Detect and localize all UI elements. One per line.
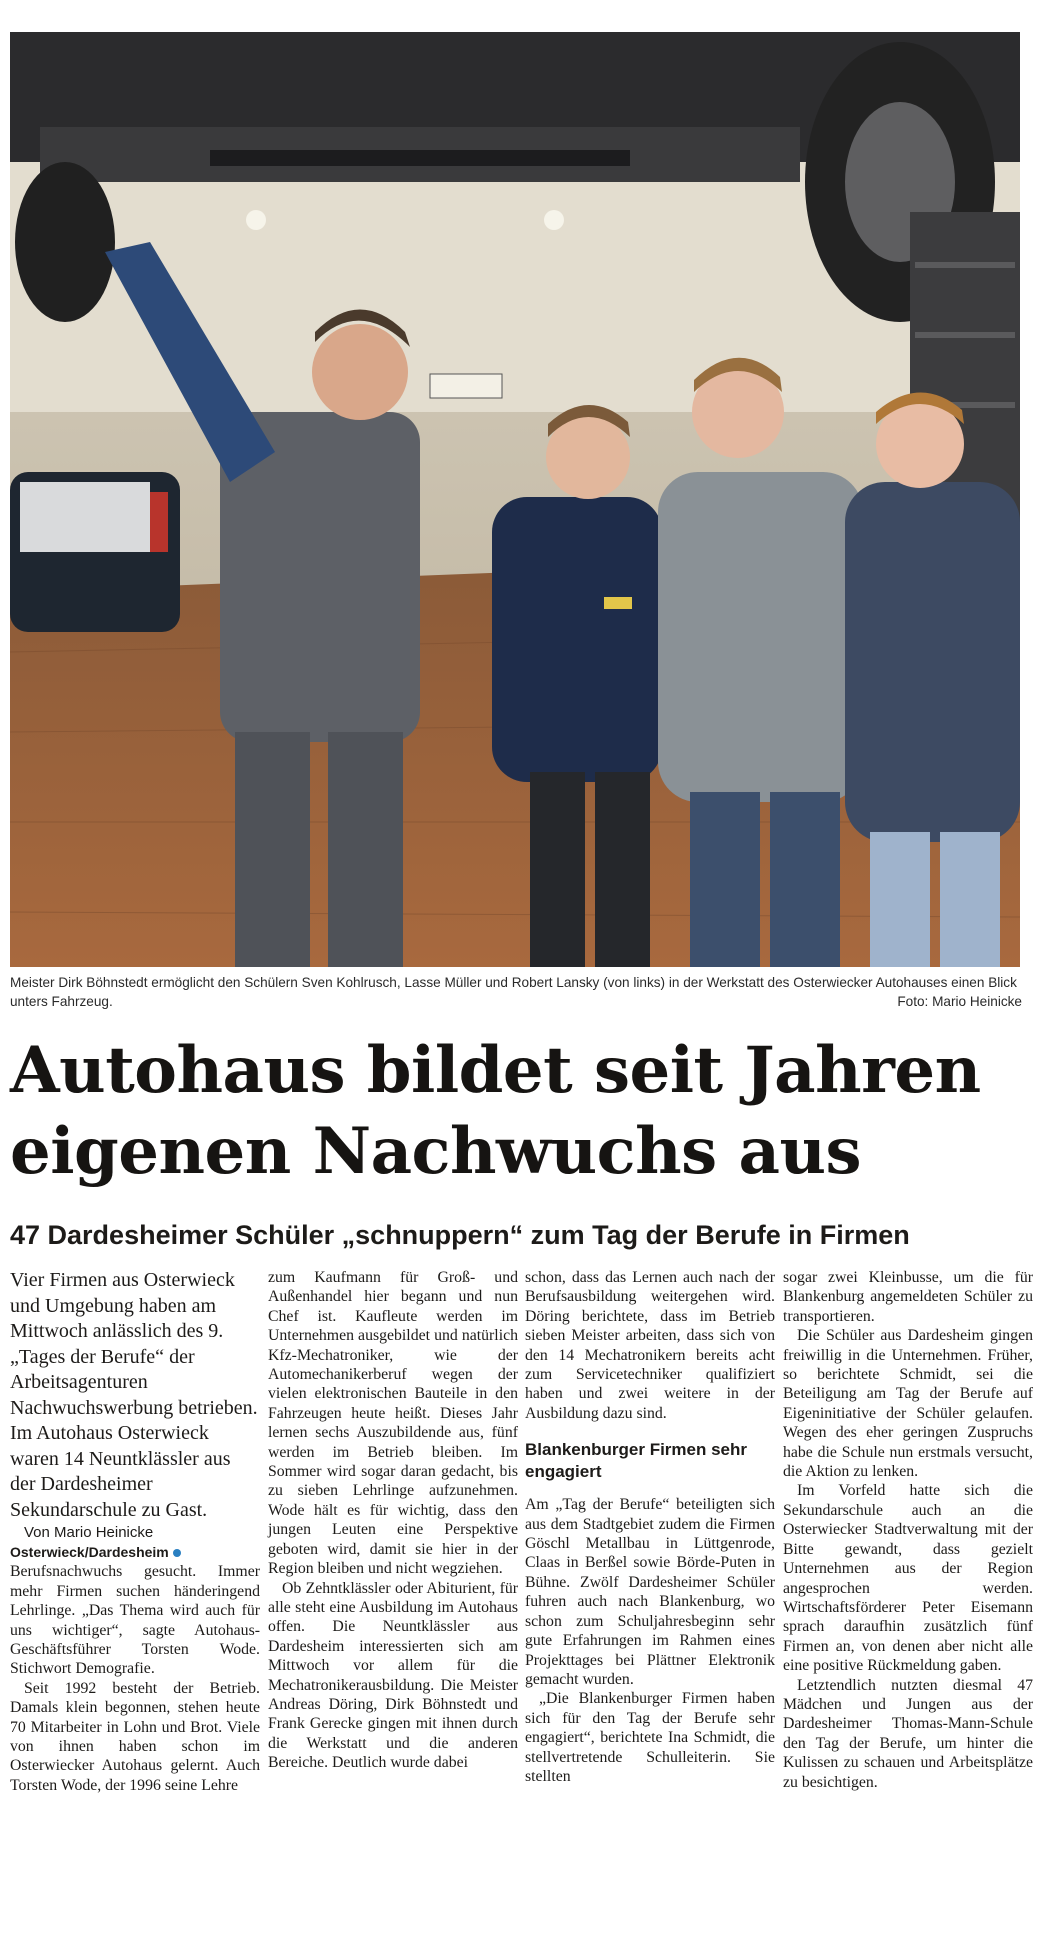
caption-text: Meister Dirk Böhnstedt ermöglicht den Schülern Sven Kohlrusch, Lasse Müller und Robert Lansky (von links) in der Werkstatt des Osterwiecker Autohauses einen Blick unters Fahrzeug. [10,975,1017,1009]
column-1 [10,1268,260,1795]
body-paragraph: „Die Blankenburger Firmen haben sich für den Tag der Berufe sehr engagiert“, berichtete Ina Schmidt, die stellvertretende Schulleiterin. Sie stellten [525,1690,775,1785]
body-paragraph [10,1543,260,1679]
headline [10,1030,1025,1192]
subheadline: 47 Dardesheimer Schüler „schnuppern“ zum Tag der Berufe in Firmen [10,1220,910,1250]
body-paragraph: Am „Tag der Berufe“ beteiligten sich aus dem Stadtgebiet zudem die Firmen Göschl Metallbau in Lüttgenrode, Claas in Berßel sowie Börde-Puten in Bühne. Zwölf Dardesheimer Schüler fuhren auch nach Blankenburg, wo schon zum Schuljahresbeginn sehr gute Erfahrungen im Rahmen eines Projekttages bei Plättner Elektronik gemacht wurden. [525,1496,775,1688]
body-paragraph: zum Kaufmann für Groß- und Außenhandel hier begann und nun Chef ist. Kaufleute werden im Unternehmen ausgebildet und natürlich Kfz-Mechatroniker, wie der Automechanikerberuf wegen der vielen elektronischen Bauteile in den Fahrzeugen heute heißt. Dieses Jahr lernen sechs Auszubildende aus, fünf werden im Betrieb bleiben. Im Sommer wird sogar daran gedacht, bis zu sieben Lehrlinge aufzunehmen. Wode hält es für wichtig, dass den jungen Leuten eine Perspektive geboten wird, damit sie hier in der Region bleiben und nicht wegziehen. [268,1269,518,1578]
body-paragraph: Letztendlich nutzten diesmal 47 Mädchen und Jungen aus der Dardesheimer Thomas-Mann-Schule den Tag der Berufe, um hinter die Kulissen zu schauen und Arbeitsplätze zu besichtigen. [783,1676,1033,1791]
workshop-photo-illustration [10,32,1020,967]
author-byline: Von Mario Heinicke [24,1524,154,1541]
column-2 [268,1268,518,1773]
headline-line-1: Autohaus bildet seit Jahren [10,1033,981,1108]
lead-paragraph: Vier Firmen aus Osterwieck und Umgebung haben am Mittwoch anlässlich des 9. „Tages der Berufe“ der Arbeitsagenturen Nachwuchswerbung betrieben. Im Autohaus Osterwieck waren 14 Neuntklässler aus der Dardesheimer Sekundarschule zu Gast. [10,1269,258,1521]
body-paragraph: Die Schüler aus Dardesheim gingen freiwillig in die Unternehmen. Früher, so berichtete Schmidt, sei die Beteiligung am Tag der Berufe auf Eigeninitiative der Schüler gelaufen. Wegen des eher geringen Zuspruchs habe die Schule nun erstmals versucht, die Aktion zu lenken. [783,1327,1033,1481]
photo-credit: Foto: Mario Heinicke [897,994,1022,1009]
headline-line-2: eigenen Nachwuchs aus [10,1114,861,1189]
body-paragraph: schon, dass das Lernen auch nach der Berufsausbildung weitergehen wird. Döring berichtete, dass im Betrieb sieben Meister arbeiten, dass sich von den 14 Mechatronikern bereits acht zum Servicetechniker qualifiziert haben und zwei weitere in der Ausbildung dazu sind. [525,1269,775,1422]
body-paragraph: sogar zwei Kleinbusse, um die für Blankenburg angemeldeten Schüler zu transportieren. [783,1269,1033,1325]
body-paragraph: Ob Zehntklässler oder Abiturient, für alle steht eine Ausbildung im Autohaus offen. Die Neuntklässler aus Dardesheim interessierten sich am Mittwoch vor allem für die Mechatronikerausbildung. Die Meister Andreas Döring, Dirk Böhnstedt und Frank Gerecke gingen mit ihnen durch die Werkstatt und die anderen Bereiche. Deutlich wurde dabei [268,1579,518,1772]
body-paragraph: Seit 1992 besteht der Betrieb. Damals klein begonnen, stehen heute 70 Mitarbeiter in Lohn und Brot. Viele von ihnen haben schon im Osterwiecker Autohaus gelernt. Auch Torsten Wode, der 1996 seine Lehre [10,1679,260,1794]
column-4 [783,1268,1033,1792]
article-photo [10,32,1020,967]
body-paragraph: Im Vorfeld hatte sich die Sekundarschule auch an die Osterwiecker Stadtverwaltung mit der Bitte gewandt, dass gezielt Unternehmen aus der Region angesprochen werden. Wirtschaftsförderer Peter Eisemann sprach daraufhin zusätzlich fünf Firmen an, von denen aber nicht alle eine positive Rückmeldung gaben. [783,1482,1033,1675]
photo-caption [10,973,1022,1011]
dateline-dot-icon [173,1549,181,1557]
dateline: Osterwieck/Dardesheim [10,1544,169,1560]
column-3 [525,1268,775,1786]
body-text: Berufsnachwuchs gesucht. Immer mehr Firmen suchen händeringend Lehrlinge. „Das Thema wird auch für uns wichtiger“, sagte Autohaus-Geschäftsführer Torsten Wode. Stichwort Demografie. [10,1563,260,1678]
subheading: Blankenburger Firmen sehr engagiert [525,1440,748,1482]
